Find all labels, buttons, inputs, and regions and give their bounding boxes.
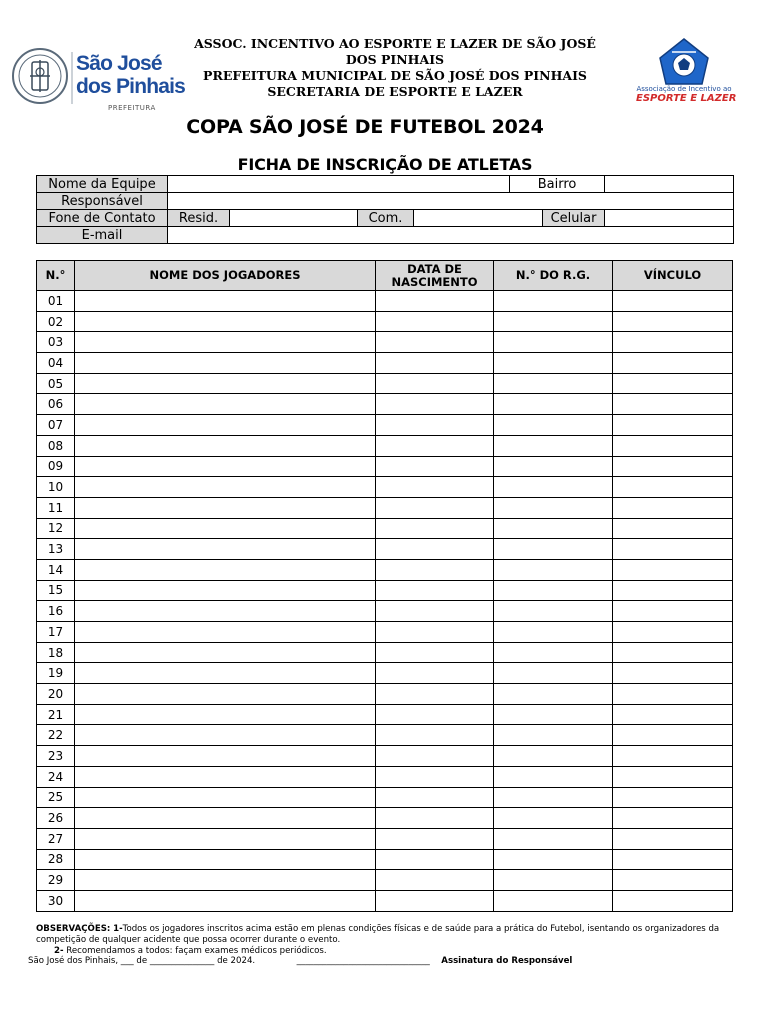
sao-jose-prefeitura-logo — [12, 38, 186, 118]
commercial-phone-field[interactable] — [414, 210, 543, 227]
rg-cell[interactable] — [494, 311, 613, 332]
player-name-cell[interactable] — [75, 890, 376, 911]
district-label: Bairro — [510, 176, 605, 193]
table-row — [37, 539, 733, 560]
page-title: COPA SÃO JOSÉ DE FUTEBOL 2024 — [186, 116, 544, 138]
birthdate-cell[interactable] — [376, 766, 494, 787]
row-number: 02 — [37, 311, 75, 332]
table-row — [37, 601, 733, 622]
row-number: 01 — [37, 291, 75, 312]
link-cell[interactable] — [613, 332, 733, 353]
phone-label: Fone de Contato — [37, 210, 168, 227]
birthdate-cell[interactable] — [376, 394, 494, 415]
birthdate-cell[interactable] — [376, 332, 494, 353]
col-rg-header: N.° DO R.G. — [494, 261, 613, 291]
table-row — [37, 580, 733, 601]
rg-cell[interactable] — [494, 539, 613, 560]
rg-cell[interactable] — [494, 353, 613, 374]
player-name-cell[interactable] — [75, 787, 376, 808]
table-row — [37, 373, 733, 394]
table-row — [37, 890, 733, 911]
link-cell[interactable] — [613, 518, 733, 539]
row-number: 14 — [37, 559, 75, 580]
table-row — [37, 291, 733, 312]
link-cell[interactable] — [613, 746, 733, 767]
row-number: 23 — [37, 746, 75, 767]
birthdate-cell[interactable] — [376, 477, 494, 498]
link-cell[interactable] — [613, 353, 733, 374]
link-cell[interactable] — [613, 311, 733, 332]
link-cell[interactable] — [613, 870, 733, 891]
obs-label: OBSERVAÇÕES: — [36, 924, 111, 934]
table-row — [37, 849, 733, 870]
table-row — [37, 497, 733, 518]
rg-cell[interactable] — [494, 870, 613, 891]
row-number: 15 — [37, 580, 75, 601]
rg-cell[interactable] — [494, 435, 613, 456]
player-name-cell[interactable] — [75, 435, 376, 456]
logo-right-text-2: ESPORTE E LAZER — [636, 93, 737, 104]
birthdate-cell[interactable] — [376, 870, 494, 891]
row-number: 22 — [37, 725, 75, 746]
row-number: 28 — [37, 849, 75, 870]
row-number: 24 — [37, 766, 75, 787]
link-cell[interactable] — [613, 435, 733, 456]
link-cell[interactable] — [613, 456, 733, 477]
player-name-cell[interactable] — [75, 580, 376, 601]
signature-line: _______________________________ — [296, 956, 430, 966]
link-cell[interactable] — [613, 291, 733, 312]
rg-cell[interactable] — [494, 332, 613, 353]
birthdate-cell[interactable] — [376, 559, 494, 580]
link-cell[interactable] — [613, 394, 733, 415]
birthdate-cell[interactable] — [376, 353, 494, 374]
rg-cell[interactable] — [494, 559, 613, 580]
obs-1-text: Todos os jogadores inscritos acima estão em plenas condições físicas e de saúde para a prática do Futebol, isentando os organizadores da competição de qualquer acidente que possa ocorrer durante o evento. — [36, 924, 720, 945]
team-info-table — [36, 175, 734, 244]
row-number: 25 — [37, 787, 75, 808]
row-number: 13 — [37, 539, 75, 560]
row-number: 20 — [37, 684, 75, 705]
observations — [36, 924, 736, 957]
team-name-label: Nome da Equipe — [37, 176, 168, 193]
player-name-cell[interactable] — [75, 559, 376, 580]
link-cell[interactable] — [613, 787, 733, 808]
player-name-cell[interactable] — [75, 870, 376, 891]
table-row — [37, 725, 733, 746]
player-name-cell[interactable] — [75, 642, 376, 663]
col-link-header: VÍNCULO — [613, 261, 733, 291]
obs-1-number: 1- — [113, 924, 123, 934]
team-name-field[interactable] — [168, 176, 510, 193]
link-cell[interactable] — [613, 539, 733, 560]
player-name-cell[interactable] — [75, 663, 376, 684]
player-name-cell[interactable] — [75, 539, 376, 560]
table-row — [37, 684, 733, 705]
rg-cell[interactable] — [494, 663, 613, 684]
soccer-ball-shield-icon — [636, 36, 732, 86]
rg-cell[interactable] — [494, 580, 613, 601]
rg-cell[interactable] — [494, 394, 613, 415]
row-number: 05 — [37, 373, 75, 394]
link-cell[interactable] — [613, 477, 733, 498]
birthdate-cell[interactable] — [376, 704, 494, 725]
players-table-header — [37, 261, 733, 291]
place-date-line: São José dos Pinhais, ___ de _______________ de 2024. — [28, 956, 256, 966]
link-cell[interactable] — [613, 373, 733, 394]
rg-cell[interactable] — [494, 704, 613, 725]
rg-cell[interactable] — [494, 890, 613, 911]
players-table — [36, 260, 733, 912]
table-row — [37, 415, 733, 436]
row-number: 18 — [37, 642, 75, 663]
player-name-cell[interactable] — [75, 311, 376, 332]
residential-label: Resid. — [168, 210, 230, 227]
player-name-cell[interactable] — [75, 373, 376, 394]
link-cell[interactable] — [613, 890, 733, 911]
logo-text-city: São José — [76, 52, 162, 75]
link-cell[interactable] — [613, 704, 733, 725]
col-player-name-header: NOME DOS JOGADORES — [75, 261, 376, 291]
signature-area — [28, 956, 748, 966]
row-number: 03 — [37, 332, 75, 353]
link-cell[interactable] — [613, 559, 733, 580]
table-row — [37, 663, 733, 684]
table-row — [37, 622, 733, 643]
table-row — [37, 746, 733, 767]
table-row — [37, 311, 733, 332]
row-number: 29 — [37, 870, 75, 891]
header-line-1: ASSOC. INCENTIVO AO ESPORTE E LAZER DE SÃO JOSÉ — [194, 36, 596, 51]
rg-cell[interactable] — [494, 684, 613, 705]
birthdate-cell[interactable] — [376, 601, 494, 622]
birthdate-cell[interactable] — [376, 725, 494, 746]
birthdate-cell[interactable] — [376, 311, 494, 332]
table-row — [37, 642, 733, 663]
commercial-label: Com. — [358, 210, 414, 227]
page-subtitle: FICHA DE INSCRIÇÃO DE ATLETAS — [237, 155, 533, 174]
birthdate-cell[interactable] — [376, 456, 494, 477]
row-number: 26 — [37, 808, 75, 829]
table-row — [37, 828, 733, 849]
email-field[interactable] — [168, 227, 734, 244]
rg-cell[interactable] — [494, 601, 613, 622]
obs-2-text: Recomendamos a todos: façam exames médicos periódicos. — [66, 946, 327, 956]
rg-cell[interactable] — [494, 291, 613, 312]
row-number: 19 — [37, 663, 75, 684]
rg-cell[interactable] — [494, 787, 613, 808]
col-number-header: N.° — [37, 261, 75, 291]
table-row — [37, 808, 733, 829]
row-number: 09 — [37, 456, 75, 477]
link-cell[interactable] — [613, 642, 733, 663]
row-number: 07 — [37, 415, 75, 436]
birthdate-cell[interactable] — [376, 435, 494, 456]
rg-cell[interactable] — [494, 828, 613, 849]
birthdate-cell[interactable] — [376, 518, 494, 539]
birthdate-cell[interactable] — [376, 746, 494, 767]
table-row — [37, 559, 733, 580]
rg-cell[interactable] — [494, 622, 613, 643]
link-cell[interactable] — [613, 828, 733, 849]
link-cell[interactable] — [613, 684, 733, 705]
table-row — [37, 394, 733, 415]
rg-cell[interactable] — [494, 746, 613, 767]
table-row — [37, 518, 733, 539]
link-cell[interactable] — [613, 725, 733, 746]
incentivo-esporte-lazer-logo — [636, 36, 737, 110]
mobile-label: Celular — [543, 210, 605, 227]
mobile-phone-field[interactable] — [605, 210, 734, 227]
email-label: E-mail — [37, 227, 168, 244]
player-name-cell[interactable] — [75, 725, 376, 746]
birthdate-cell[interactable] — [376, 580, 494, 601]
row-number: 12 — [37, 518, 75, 539]
row-number: 08 — [37, 435, 75, 456]
table-row — [37, 870, 733, 891]
table-row — [37, 787, 733, 808]
player-name-cell[interactable] — [75, 477, 376, 498]
player-name-cell[interactable] — [75, 394, 376, 415]
player-name-cell[interactable] — [75, 353, 376, 374]
table-row — [37, 704, 733, 725]
link-cell[interactable] — [613, 415, 733, 436]
rg-cell[interactable] — [494, 808, 613, 829]
player-name-cell[interactable] — [75, 808, 376, 829]
birthdate-cell[interactable] — [376, 849, 494, 870]
logo-right-text-1: Associação de Incentivo ao — [636, 85, 732, 93]
logo-text-prefeitura: PREFEITURA — [108, 104, 156, 112]
row-number: 30 — [37, 890, 75, 911]
player-name-cell[interactable] — [75, 415, 376, 436]
col-birthdate-header: DATA DE NASCIMENTO — [376, 261, 494, 291]
player-name-cell[interactable] — [75, 766, 376, 787]
row-number: 17 — [37, 622, 75, 643]
link-cell[interactable] — [613, 622, 733, 643]
player-name-cell[interactable] — [75, 518, 376, 539]
residential-phone-field[interactable] — [230, 210, 358, 227]
players-table-body — [37, 291, 733, 912]
rg-cell[interactable] — [494, 725, 613, 746]
birthdate-cell[interactable] — [376, 890, 494, 911]
link-cell[interactable] — [613, 663, 733, 684]
header-line-4: SECRETARIA DE ESPORTE E LAZER — [267, 84, 523, 99]
row-number: 16 — [37, 601, 75, 622]
birthdate-cell[interactable] — [376, 663, 494, 684]
player-name-cell[interactable] — [75, 291, 376, 312]
city-seal-icon — [13, 49, 67, 103]
link-cell[interactable] — [613, 849, 733, 870]
player-name-cell[interactable] — [75, 332, 376, 353]
birthdate-cell[interactable] — [376, 828, 494, 849]
player-name-cell[interactable] — [75, 704, 376, 725]
birthdate-cell[interactable] — [376, 415, 494, 436]
rg-cell[interactable] — [494, 642, 613, 663]
table-row — [37, 477, 733, 498]
player-name-cell[interactable] — [75, 622, 376, 643]
link-cell[interactable] — [613, 580, 733, 601]
link-cell[interactable] — [613, 808, 733, 829]
rg-cell[interactable] — [494, 477, 613, 498]
player-name-cell[interactable] — [75, 497, 376, 518]
rg-cell[interactable] — [494, 456, 613, 477]
table-row — [37, 332, 733, 353]
rg-cell[interactable] — [494, 415, 613, 436]
birthdate-cell[interactable] — [376, 787, 494, 808]
player-name-cell[interactable] — [75, 746, 376, 767]
player-name-cell[interactable] — [75, 456, 376, 477]
signature-label: Assinatura do Responsável — [441, 956, 573, 966]
header-line-2: DOS PINHAIS — [345, 52, 445, 67]
birthdate-cell[interactable] — [376, 497, 494, 518]
header-line-3: PREFEITURA MUNICIPAL DE SÃO JOSÉ DOS PINHAIS — [203, 68, 587, 83]
row-number: 10 — [37, 477, 75, 498]
row-number: 27 — [37, 828, 75, 849]
birthdate-cell[interactable] — [376, 808, 494, 829]
birthdate-cell[interactable] — [376, 539, 494, 560]
district-field[interactable] — [605, 176, 734, 193]
player-name-cell[interactable] — [75, 601, 376, 622]
row-number: 04 — [37, 353, 75, 374]
responsible-label: Responsável — [37, 193, 168, 210]
birthdate-cell[interactable] — [376, 642, 494, 663]
rg-cell[interactable] — [494, 497, 613, 518]
link-cell[interactable] — [613, 497, 733, 518]
birthdate-cell[interactable] — [376, 373, 494, 394]
rg-cell[interactable] — [494, 849, 613, 870]
player-name-cell[interactable] — [75, 684, 376, 705]
table-row — [37, 766, 733, 787]
birthdate-cell[interactable] — [376, 622, 494, 643]
row-number: 21 — [37, 704, 75, 725]
table-row — [37, 456, 733, 477]
table-row — [37, 435, 733, 456]
rg-cell[interactable] — [494, 766, 613, 787]
birthdate-cell[interactable] — [376, 684, 494, 705]
obs-2-number: 2- — [54, 946, 64, 956]
responsible-field[interactable] — [168, 193, 734, 210]
player-name-cell[interactable] — [75, 828, 376, 849]
birthdate-cell[interactable] — [376, 291, 494, 312]
table-row — [37, 353, 733, 374]
rg-cell[interactable] — [494, 373, 613, 394]
player-name-cell[interactable] — [75, 849, 376, 870]
rg-cell[interactable] — [494, 518, 613, 539]
link-cell[interactable] — [613, 601, 733, 622]
link-cell[interactable] — [613, 766, 733, 787]
row-number: 11 — [37, 497, 75, 518]
logo-text-city-2: dos Pinhais — [76, 75, 186, 98]
row-number: 06 — [37, 394, 75, 415]
